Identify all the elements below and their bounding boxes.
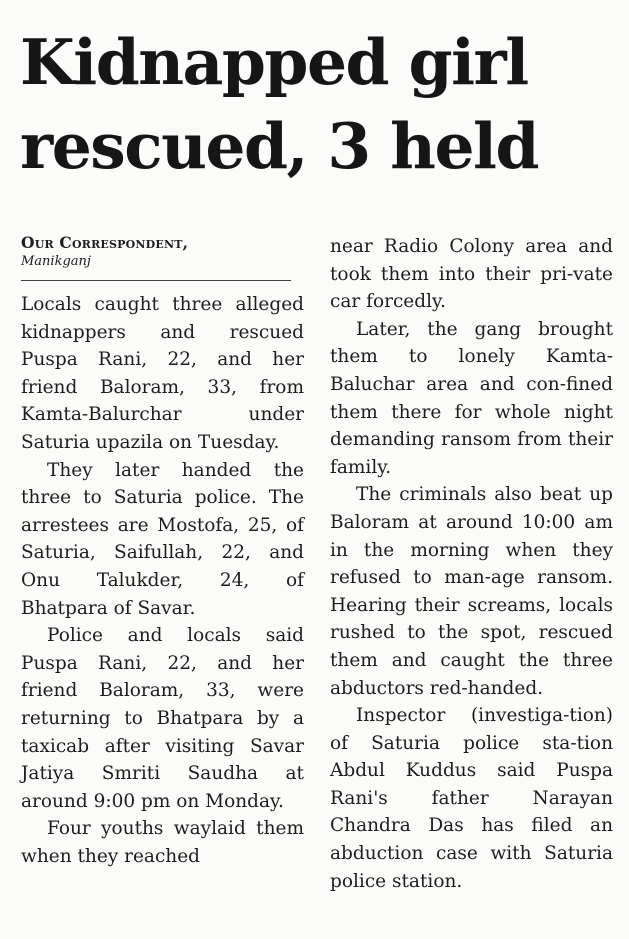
byline-divider xyxy=(21,280,291,281)
dateline: Manikganj xyxy=(21,254,91,269)
article-paragraph: Police and locals said Puspa Rani, 22, and her friend Baloram, 33, were returning to Bhatpara by a taxicab after visiting Savar Jatiya Smriti Saudha at around 9:00 pm on Monday. xyxy=(21,625,304,812)
article-paragraph: near Radio Colony area and took them into their pri-vate car forcedly. xyxy=(330,236,613,313)
article-column-left xyxy=(21,233,304,933)
article-headline xyxy=(0,0,629,188)
headline-line-1: Kidnapped girl xyxy=(20,25,528,99)
article-paragraph: Locals caught three alleged kidnappers and rescued Puspa Rani, 22, and her friend Baloram, 33, from Kamta-Balurchar under Saturia upazila on Tuesday. xyxy=(21,294,304,453)
article-column-right xyxy=(330,233,613,933)
article-paragraph: Four youths waylaid them when they reached xyxy=(21,818,304,867)
article-paragraph: They later handed the three to Saturia police. The arrestees are Mostofa, 25, of Saturia, Saifullah, 22, and Onu Talukder, 24, of Bhatpara of Savar. xyxy=(21,459,304,619)
byline: Our Correspondent, xyxy=(21,233,189,252)
article-paragraph: The criminals also beat up Baloram at around 10:00 am in the morning when they refused to man-age ransom. Hearing their screams, locals rushed to the spot, rescued them and caught the three abductors red-handed. xyxy=(330,484,613,699)
article-paragraph: Later, the gang brought them to lonely Kamta-Baluchar area and con-fined them there for whole night demanding ransom from their family. xyxy=(330,318,613,478)
article-paragraph: Inspector (investiga-tion) of Saturia police sta-tion Abdul Kuddus said Puspa Rani's father Narayan Chandra Das has filed an abduction case with Saturia police station. xyxy=(330,705,613,892)
article-body xyxy=(21,233,613,933)
headline-line-2: rescued, 3 held xyxy=(20,109,539,183)
